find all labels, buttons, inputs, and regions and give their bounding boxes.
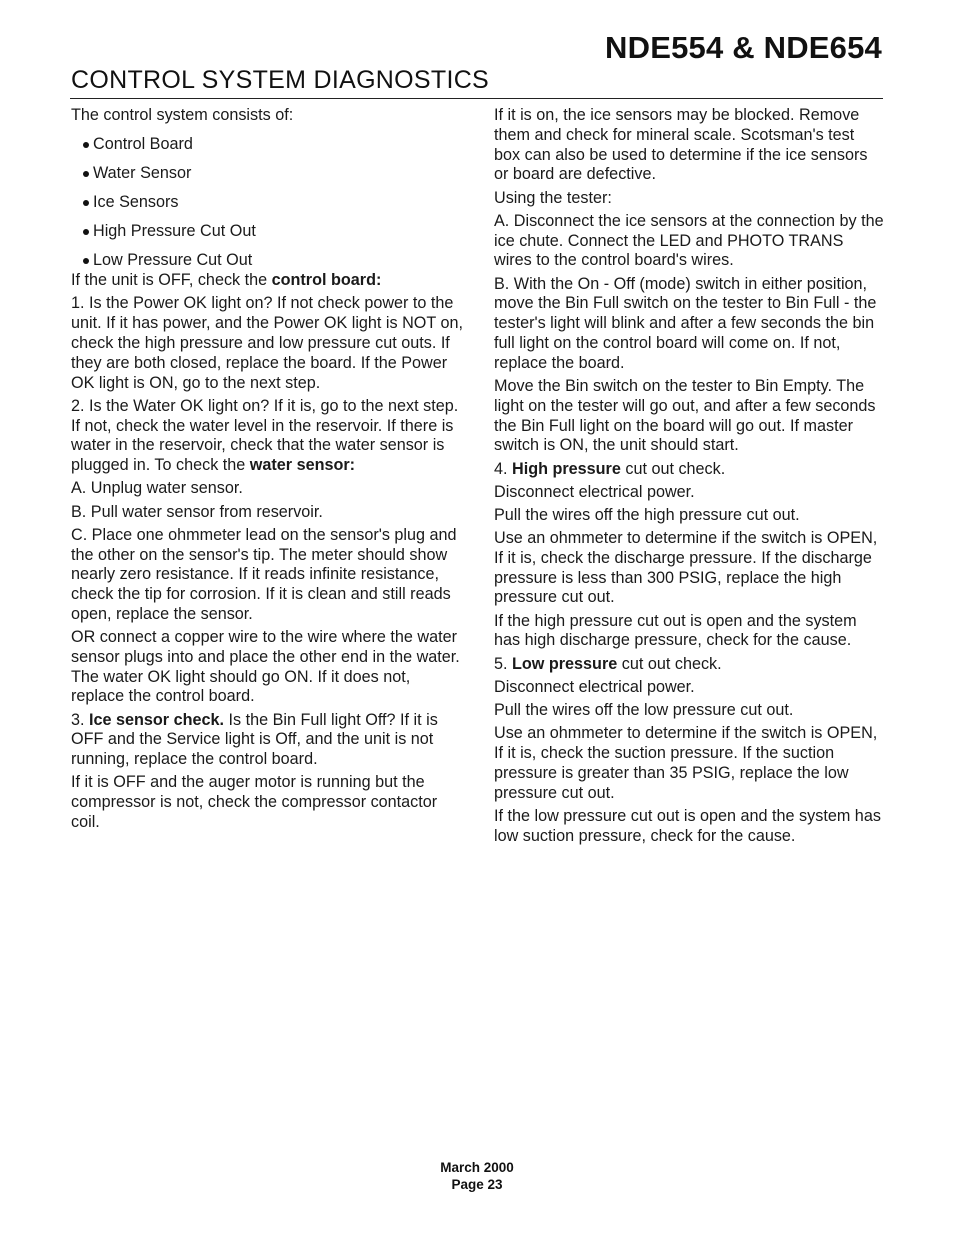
step-5-ohmmeter: Use an ohmmeter to determine if the switch is OPEN, If it is, check the suction pressure. If the suction pressure is greater than 35 PSIG, replace the low pressure cut out. (494, 724, 878, 802)
component-label: Water Sensor (93, 164, 192, 183)
step-3-text: Is the Bin Full light Off? If it is OFF and the Service light is Off, and the unit is not running, replace the control board. (71, 710, 438, 769)
step-3-bold: Ice sensor check. (89, 710, 224, 729)
auger-paragraph: If it is OFF and the auger motor is running but the compressor is not, check the compressor contactor coil. (71, 773, 438, 832)
step-2-text: 2. Is the Water OK light on? If it is, go to the next step. If not, check the water level in the reservoir. If there is water in the reservoir, check that the water sensor is plugged in. To check the (71, 396, 459, 475)
list-item (71, 158, 463, 187)
step-5-bold: Low pressure (512, 654, 618, 673)
tester-step-a: A. Disconnect the ice sensors at the connection by the ice chute. Connect the LED and PHOTO TRANS wires to the control board's wires. (494, 211, 884, 270)
step-4-bold: High pressure (512, 459, 621, 478)
bin-empty-paragraph: Move the Bin switch on the tester to Bin Empty. The light on the tester will go out, and after a few seconds the Bin Full light on the board will go out. If master switch is ON, the unit should start. (494, 376, 876, 455)
water-step-a: A. Unplug water sensor. (71, 479, 243, 498)
intro-text: The control system consists of: (71, 106, 294, 124)
component-label: High Pressure Cut Out (93, 222, 256, 241)
list-item (71, 245, 463, 274)
step-4-cause: If the high pressure cut out is open and the system has high discharge pressure, check for the cause. (494, 611, 857, 650)
component-label: Control Board (93, 135, 193, 154)
step-5-disconnect: Disconnect electrical power. (494, 677, 695, 696)
list-item (71, 216, 463, 245)
step-3-number: 3. (71, 710, 89, 729)
water-step-c: C. Place one ohmmeter lead on the sensor's plug and the other on the sensor's tip. The meter should show nearly zero resistance. If it reads infinite resistance, check the tip for corrosion. If it is clean and still reads open, replace the sensor. (71, 525, 457, 623)
footer-date: March 2000 (440, 1160, 514, 1175)
footer-page-number: Page 23 (451, 1177, 503, 1192)
step-4-number: 4. (494, 459, 512, 478)
step-4-pull: Pull the wires off the high pressure cut out. (494, 505, 800, 524)
component-label: Low Pressure Cut Out (93, 251, 253, 270)
page-footer (0, 1159, 954, 1193)
left-column (71, 106, 463, 836)
list-item (71, 187, 463, 216)
step-5-cause: If the low pressure cut out is open and the system has low suction pressure, check for the cause. (494, 806, 881, 845)
component-label: Ice Sensors (93, 193, 179, 212)
right-column (494, 106, 884, 850)
step-4-text: cut out check. (620, 459, 726, 478)
tester-step-b: B. With the On - Off (mode) switch in either position, move the Bin Full switch on the tester to Bin Full - the tester's light will blink and after a few seconds the bin full light on the control board will come on. If not, replace the board. (494, 274, 877, 372)
step-5-heading (494, 655, 884, 675)
step-4-disconnect: Disconnect electrical power. (494, 482, 695, 501)
step-5-pull: Pull the wires off the low pressure cut out. (494, 701, 794, 719)
list-item (71, 129, 463, 158)
model-title: NDE554 & NDE654 (605, 30, 882, 65)
step-2-bold: water sensor: (249, 456, 356, 475)
step-2-paragraph (71, 397, 463, 476)
step-4-heading (494, 460, 884, 480)
section-title: CONTROL SYSTEM DIAGNOSTICS (71, 66, 490, 94)
step-5-text: cut out check. (617, 654, 722, 673)
ice-on-paragraph: If it is on, the ice sensors may be blocked. Remove them and check for mineral scale. Scotsman's test box can also be used to determine if the ice sensors or board are defective. (494, 106, 868, 184)
header-divider (70, 98, 883, 99)
water-or-paragraph: OR connect a copper wire to the wire where the water sensor plugs into and place the other end in the water. The water OK light should go ON. If it does not, replace the control board. (71, 628, 460, 706)
component-list (71, 129, 463, 274)
step-4-ohmmeter: Use an ohmmeter to determine if the switch is OPEN, If it is, check the discharge pressure. If the discharge pressure is less than 300 PSIG, replace the high pressure cut out. (494, 529, 878, 607)
step-3-paragraph (71, 711, 463, 770)
step-5-number: 5. (494, 654, 512, 673)
step-1-paragraph: 1. Is the Power OK light on? If not check power to the unit. If it has power, and the Power OK light is NOT on, check the high pressure and low pressure cut outs. If they are both closed, replace the board. If the Power OK light is ON, go to the next step. (71, 294, 463, 392)
water-step-b: B. Pull water sensor from reservoir. (71, 502, 323, 521)
unit-off-text: If the unit is OFF, check the (71, 271, 272, 290)
unit-off-bold: control board: (271, 271, 382, 290)
tester-heading: Using the tester: (494, 188, 612, 207)
